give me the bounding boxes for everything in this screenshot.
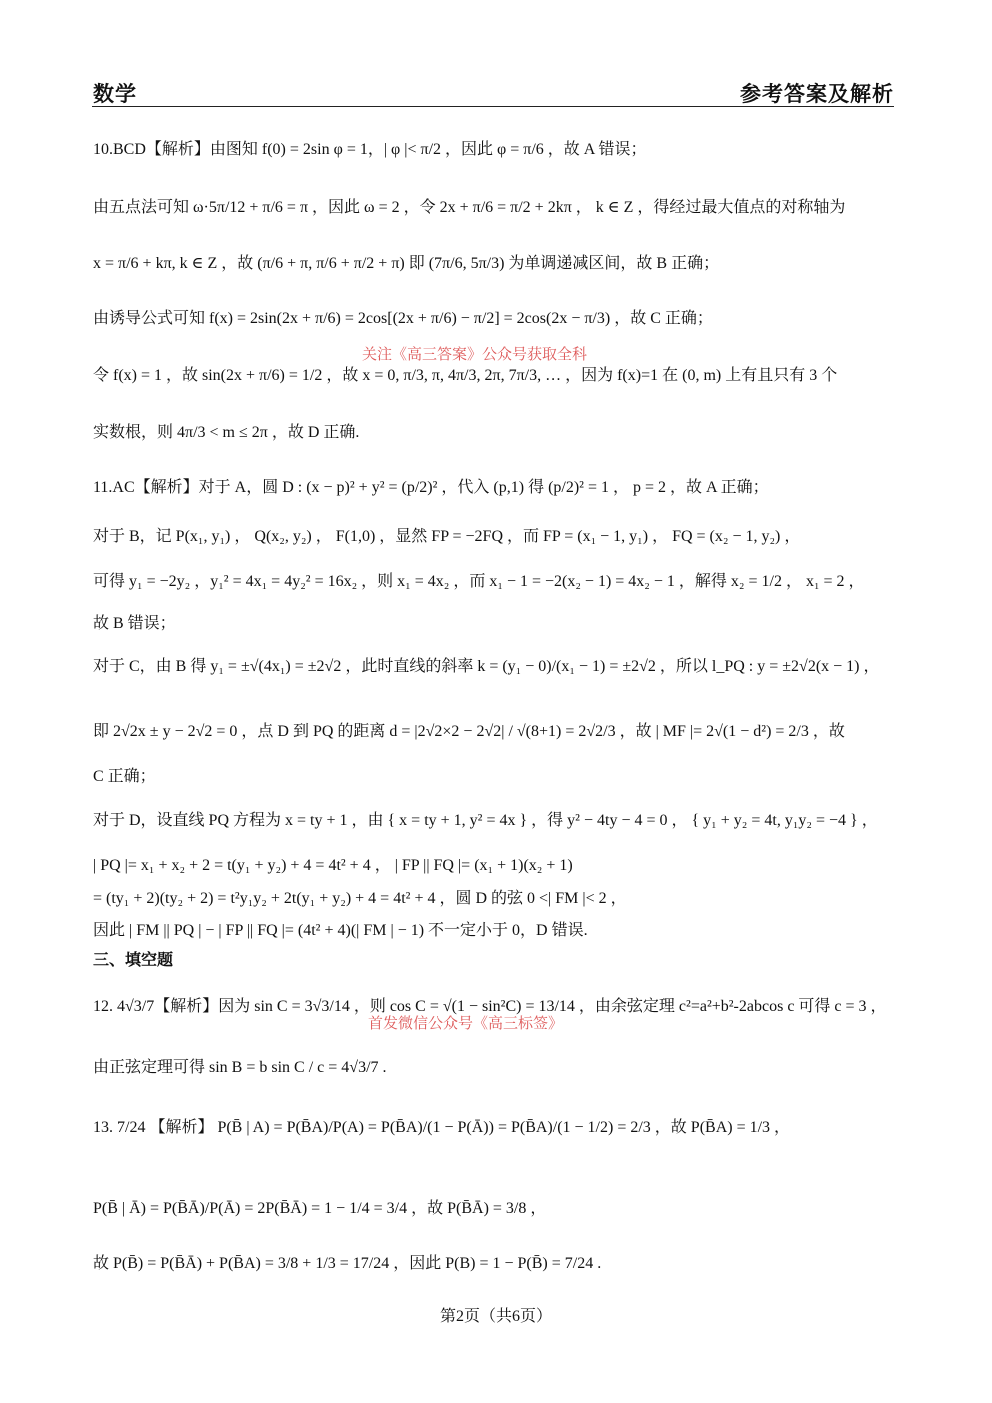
q11-line-5: 对于 C，由 B 得 y₁ = ±√(4x₁) = ±2√2 ，此时直线的斜率 k = (y₁ − 0)/(x₁ − 1) = ±2√2 ，所以 l_PQ : y = ±2√2(x − 1) ， — [93, 658, 880, 675]
q10-line-1: 10.BCD【解析】由图知 f(0) = 2sin φ = 1，| φ |< π/2 ，因此 φ = π/6 ，故 A 错误； — [93, 141, 647, 158]
q13-line-2: P(B̄ | Ā) = P(B̄Ā)/P(Ā) = 2P(B̄Ā) = 1 − 1/4 = 3/4 ，故 P(B̄Ā) = 3/8 ， — [93, 1200, 547, 1217]
q10-line-5: 令 f(x) = 1 ，故 sin(2x + π/6) = 1/2 ，故 x = 0, π/3, π, 4π/3, 2π, 7π/3, … ，因为 f(x)=1 在 (0, m) 上有且只有 3 个 — [93, 367, 838, 384]
page-footer: 第2页（共6页） — [439, 1308, 552, 1325]
q10-line-3: x = π/6 + kπ, k ∈ Z ，故 (π/6 + π, π/6 + π/2 + π) 即 (7π/6, 5π/3) 为单调递减区间，故 B 正确； — [93, 255, 720, 272]
page-title: 参考答案及解析 — [740, 81, 894, 106]
watermark-top: 关注《高三答案》公众号获取全科 — [362, 345, 588, 363]
q12-line-1: 12. 4√3/7【解析】因为 sin C = 3√3/14 ，则 cos C = √(1 − sin²C) = 13/14 ，由余弦定理 c²=a²+b²-2abcos c 可得 c = 3 ， — [93, 998, 887, 1015]
q11-line-3: 可得 y₁ = −2y₂ ，y₁² = 4x₁ = 4y₂² = 16x₂ ，则 x₁ = 4x₂ ，而 x₁ − 1 = −2(x₂ − 1) = 4x₂ − 1 ，解得 x₂ = 1/2 ， x₁ = 2 ， — [93, 573, 865, 590]
q11-line-1: 11.AC【解析】对于 A，圆 D : (x − p)² + y² = (p/2)² ，代入 (p,1) 得 (p/2)² = 1 ， p = 2 ，故 A 正确； — [93, 479, 769, 496]
q11-line-6: 即 2√2x ± y − 2√2 = 0 ，点 D 到 PQ 的距离 d = |2√2×2 − 2√2| / √(8+1) = 2√2/3 ，故 | MF |= 2√(1 − d²) = 2/3 ，故 — [93, 723, 845, 740]
header-divider — [92, 106, 894, 107]
q11-line-10: = (ty₁ + 2)(ty₂ + 2) = t²y₁y₂ + 2t(y₁ + y₂) + 4 = 4t² + 4 ，圆 D 的弦 0 <| FM |< 2 ， — [93, 890, 627, 907]
q12-line-2: 由正弦定理可得 sin B = b sin C / c = 4√3/7 . — [93, 1059, 387, 1076]
q11-line-11: 因此 | FM || PQ | − | FP || FQ |= (4t² + 4)(| FM | − 1) 不一定小于 0，D 错误. — [93, 922, 588, 939]
q10-line-4: 由诱导公式可知 f(x) = 2sin(2x + π/6) = 2cos[(2x + π/6) − π/2] = 2cos(2x − π/3) ，故 C 正确； — [93, 310, 713, 327]
q11-line-9: | PQ |= x₁ + x₂ + 2 = t(y₁ + y₂) + 4 = 4t² + 4 ， | FP || FQ |= (x₁ + 1)(x₂ + 1) — [93, 857, 573, 874]
section-fill-blank-heading: 三、填空题 — [93, 950, 174, 969]
q10-line-6: 实数根，则 4π/3 < m ≤ 2π ，故 D 正确. — [93, 424, 360, 441]
q11-line-4: 故 B 错误； — [93, 615, 176, 632]
q13-line-1: 13. 7/24 【解析】 P(B̄ | A) = P(B̄A)/P(A) = P(B̄A)/(1 − P(Ā)) = P(B̄A)/(1 − 1/2) = 2/3 ，故 P(B̄A) = 1/3 ， — [93, 1119, 791, 1136]
subject-label: 数学 — [93, 81, 137, 106]
q11-line-8: 对于 D，设直线 PQ 方程为 x = ty + 1 ，由 { x = ty + 1, y² = 4x } ，得 y² − 4ty − 4 = 0 ， { y₁ + y₂ = 4t, y₁y₂ = −4 } ， — [93, 812, 878, 829]
q13-line-3: 故 P(B̄) = P(B̄Ā) + P(B̄A) = 3/8 + 1/3 = 17/24 ，因此 P(B) = 1 − P(B̄) = 7/24 . — [93, 1255, 602, 1272]
q11-line-2: 对于 B，记 P(x₁, y₁) ， Q(x₂, y₂) ， F(1,0) ，显然 FP = −2FQ ，而 FP = (x₁ − 1, y₁) ， FQ = (x₂ − 1, y₂) ， — [93, 528, 801, 545]
watermark-middle: 首发微信公众号《高三标签》 — [368, 1014, 564, 1032]
q11-line-7: C 正确； — [93, 768, 156, 785]
q10-line-2: 由五点法可知 ω·5π/12 + π/6 = π ，因此 ω = 2 ，令 2x + π/6 = π/2 + 2kπ ， k ∈ Z ，得经过最大值点的对称轴为 — [93, 199, 846, 216]
